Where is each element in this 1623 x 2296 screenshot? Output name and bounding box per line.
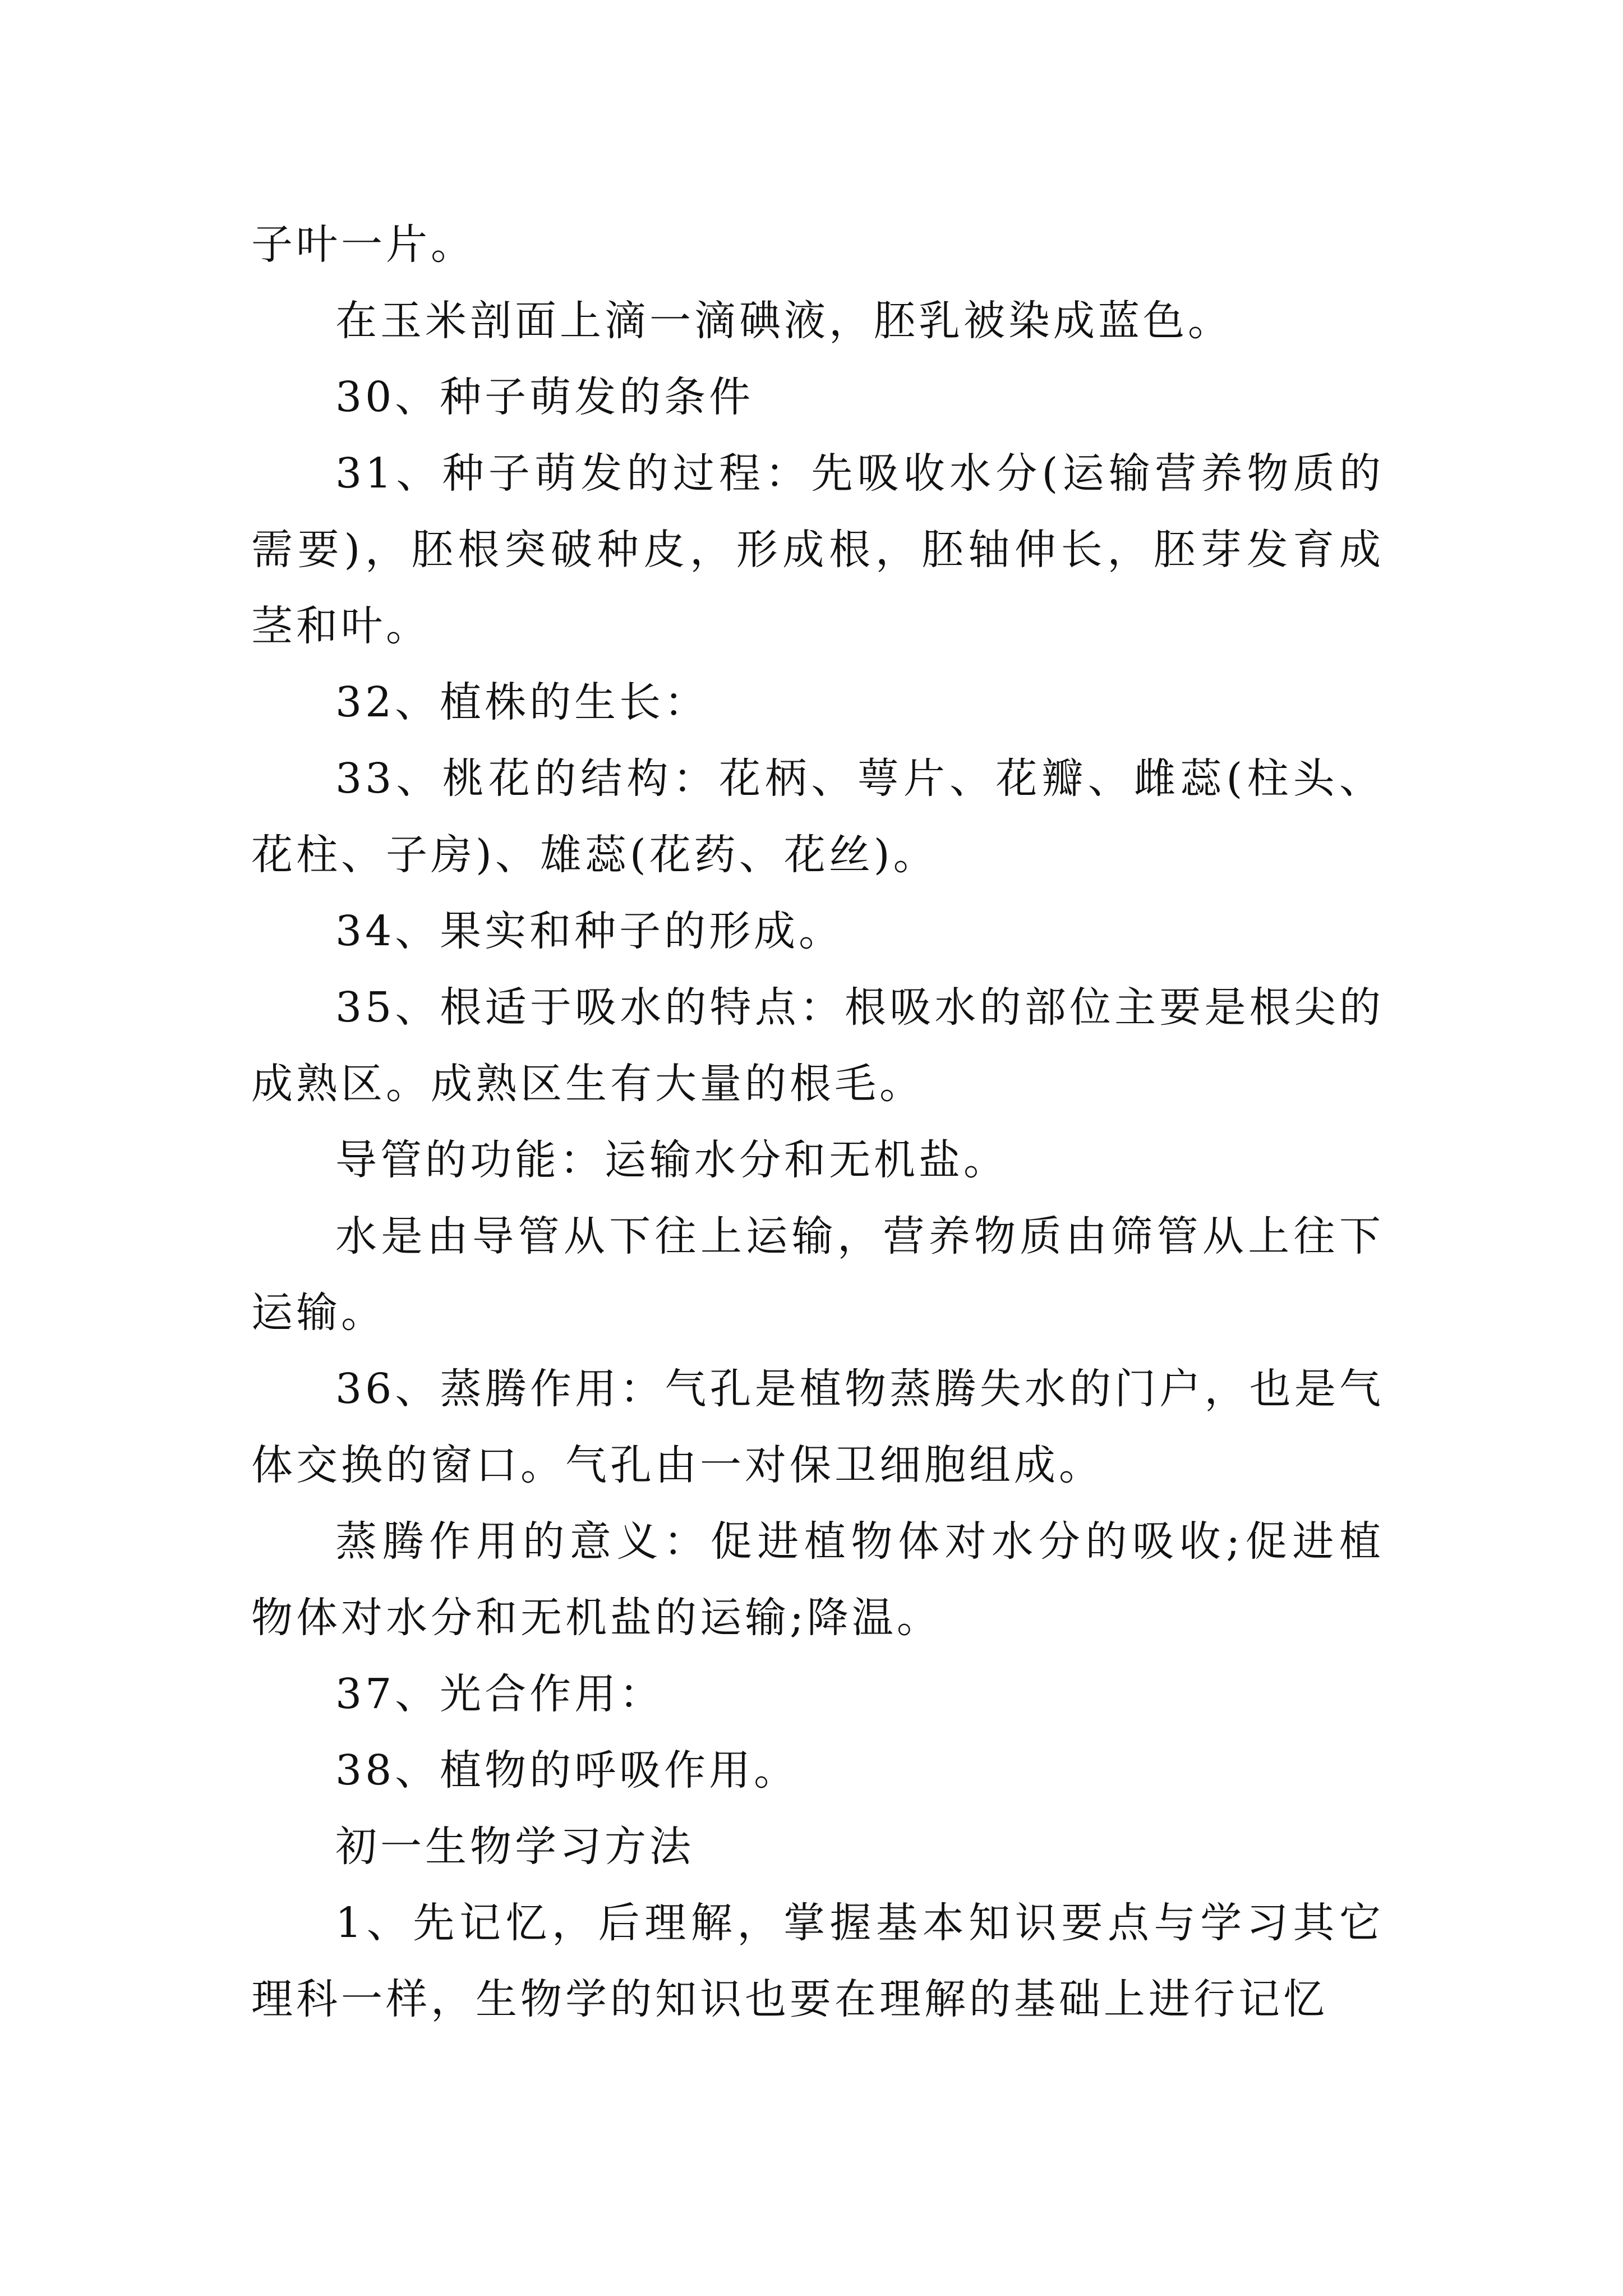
paragraph: 32、植株的生长：: [335, 678, 709, 726]
paragraph: 初一生物学习方法: [335, 1823, 694, 1871]
paragraph: 导管的功能：运输水分和无机盐。: [335, 1136, 1008, 1184]
document-body: [251, 206, 1384, 2037]
paragraph: 在玉米剖面上滴一滴碘液，胚乳被染成蓝色。: [335, 297, 1233, 345]
paragraph: 31、种子萌发的过程：先吸收水分(运输营养物质的需要)，胚根突破种皮，形成根，胚轴伸长，胚芽发育成茎和叶。: [251, 449, 1384, 650]
paragraph: 36、蒸腾作用：气孔是植物蒸腾失水的门户，也是气体交换的窗口。气孔由一对保卫细胞组成。: [251, 1365, 1384, 1489]
paragraph: 35、根适于吸水的特点：根吸水的部位主要是根尖的成熟区。成熟区生有大量的根毛。: [251, 983, 1384, 1108]
paragraph: 33、桃花的结构：花柄、萼片、花瓣、雌蕊(柱头、花柱、子房)、雄蕊(花药、花丝)。: [251, 754, 1384, 879]
paragraph: 1、先记忆，后理解，掌握基本知识要点与学习其它理科一样，生物学的知识也要在理解的基础上进行记忆: [251, 1899, 1384, 2023]
paragraph: 子叶一片。: [251, 220, 476, 269]
paragraph: 蒸腾作用的意义：促进植物体对水分的吸收;促进植物体对水分和无机盐的运输;降温。: [251, 1517, 1384, 1642]
paragraph: 水是由导管从下往上运输，营养物质由筛管从上往下运输。: [251, 1212, 1384, 1337]
paragraph: 38、植物的呼吸作用。: [335, 1746, 799, 1795]
paragraph: 30、种子萌发的条件: [335, 373, 754, 421]
paragraph: 34、果实和种子的形成。: [335, 907, 844, 955]
paragraph: 37、光合作用：: [335, 1670, 665, 1718]
